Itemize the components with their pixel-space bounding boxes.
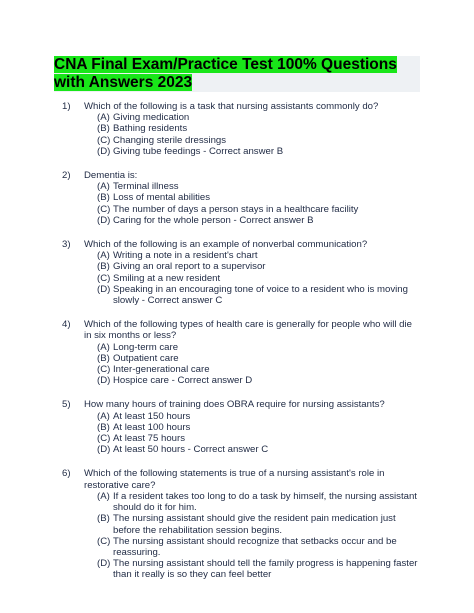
answer-option xyxy=(97,422,422,433)
question-item xyxy=(62,319,422,386)
option-letter: (D) xyxy=(97,214,111,226)
question-list xyxy=(62,101,422,594)
option-letter: (A) xyxy=(97,250,110,262)
question-item xyxy=(62,101,422,157)
option-text: At least 50 hours - Correct answer C xyxy=(113,444,269,456)
option-text: Smiling at a new resident xyxy=(113,272,221,284)
question-text: Which of the following statements is true of a nursing assistant's role in restorative care? xyxy=(84,468,385,491)
title-line-2 xyxy=(54,74,420,92)
answer-option xyxy=(97,513,422,535)
answer-option xyxy=(97,375,422,386)
answer-option xyxy=(97,491,422,513)
answer-option xyxy=(97,112,422,123)
answer-option xyxy=(97,342,422,353)
option-text: Outpatient care xyxy=(113,352,179,364)
document-title xyxy=(54,56,420,91)
answer-option xyxy=(97,250,422,261)
title-line-1-text: CNA Final Exam/Practice Test 100% Questions xyxy=(54,56,397,73)
option-text: Terminal illness xyxy=(113,181,179,193)
option-text: Writing a note in a resident's chart xyxy=(113,250,258,262)
answer-option xyxy=(97,146,422,157)
answer-option xyxy=(97,135,422,146)
answer-options xyxy=(97,411,422,456)
answer-option xyxy=(97,353,422,364)
question-item xyxy=(62,399,422,455)
option-letter: (D) xyxy=(97,283,111,295)
answer-options xyxy=(97,342,422,387)
question-number: 5) xyxy=(62,399,71,411)
option-letter: (A) xyxy=(97,181,110,193)
question-number: 4) xyxy=(62,319,71,331)
question-item xyxy=(62,468,422,580)
answer-option xyxy=(97,558,422,580)
option-letter: (B) xyxy=(97,513,110,525)
answer-option xyxy=(97,204,422,215)
option-text: Hospice care - Correct answer D xyxy=(113,375,253,387)
option-text: Bathing residents xyxy=(113,123,188,135)
answer-option xyxy=(97,536,422,558)
option-text: Giving tube feedings - Correct answer B xyxy=(113,145,284,157)
answer-options xyxy=(97,250,422,306)
option-letter: (A) xyxy=(97,490,110,502)
option-text: The nursing assistant should recognize that setbacks occur and be reassuring. xyxy=(113,535,397,558)
option-letter: (C) xyxy=(97,272,111,284)
question-number: 3) xyxy=(62,239,71,251)
option-text: The nursing assistant should give the resident pain medication just before the rehabilitation session begins. xyxy=(113,513,396,536)
title-line-1 xyxy=(54,56,420,74)
option-text: At least 100 hours xyxy=(113,421,191,433)
option-text: Long-term care xyxy=(113,341,179,353)
question-text: How many hours of training does OBRA require for nursing assistants? xyxy=(84,399,385,411)
option-letter: (C) xyxy=(97,203,111,215)
option-text: The nursing assistant should tell the family progress is happening faster than it really is so they can feel better xyxy=(113,558,418,581)
question-number: 2) xyxy=(62,170,71,182)
option-text: If a resident takes too long to do a task by himself, the nursing assistant should do it for him. xyxy=(113,490,417,514)
option-letter: (C) xyxy=(97,535,111,547)
option-letter: (B) xyxy=(97,123,110,135)
question-text: Dementia is: xyxy=(84,170,138,182)
answer-options xyxy=(97,491,422,581)
option-letter: (A) xyxy=(97,112,110,124)
option-letter: (C) xyxy=(97,134,111,146)
question-item xyxy=(62,170,422,226)
question-text: Which of the following is a task that nursing assistants commonly do? xyxy=(84,101,379,112)
answer-options xyxy=(97,181,422,226)
option-letter: (B) xyxy=(97,421,110,433)
question-text: Which of the following types of health care is generally for people who will die in six months or less? xyxy=(84,319,412,342)
question-number: 6) xyxy=(62,468,71,480)
option-letter: (B) xyxy=(97,192,110,204)
option-letter: (D) xyxy=(97,558,111,570)
option-text: Caring for the whole person - Correct answer B xyxy=(113,214,314,226)
answer-option xyxy=(97,261,422,272)
option-letter: (B) xyxy=(97,261,110,273)
answer-option xyxy=(97,284,422,306)
option-text: Inter-generational care xyxy=(113,364,210,376)
answer-option xyxy=(97,181,422,192)
option-text: Speaking in an encouraging tone of voice to a resident who is moving slowly - Correct answer C xyxy=(113,283,408,307)
question-item xyxy=(62,239,422,306)
answer-option xyxy=(97,273,422,284)
option-text: At least 75 hours xyxy=(113,433,185,445)
option-letter: (D) xyxy=(97,145,111,157)
answer-option xyxy=(97,411,422,422)
option-letter: (C) xyxy=(97,433,111,445)
answer-option xyxy=(97,192,422,203)
answer-options xyxy=(97,112,422,157)
option-text: At least 150 hours xyxy=(113,410,191,422)
option-text: Loss of mental abilities xyxy=(113,192,211,204)
option-letter: (A) xyxy=(97,341,110,353)
option-letter: (D) xyxy=(97,375,111,387)
answer-option xyxy=(97,364,422,375)
answer-option xyxy=(97,215,422,226)
option-letter: (D) xyxy=(97,444,111,456)
option-text: Giving an oral report to a supervisor xyxy=(113,261,266,273)
option-letter: (C) xyxy=(97,364,111,376)
option-text: Giving medication xyxy=(113,112,190,124)
question-text: Which of the following is an example of nonverbal communication? xyxy=(84,239,368,251)
option-letter: (B) xyxy=(97,352,110,364)
answer-option xyxy=(97,123,422,134)
option-letter: (A) xyxy=(97,410,110,422)
question-number: 1) xyxy=(62,101,71,112)
answer-option xyxy=(97,433,422,444)
option-text: Changing sterile dressings xyxy=(113,134,227,146)
option-text: The number of days a person stays in a healthcare facility xyxy=(113,203,359,215)
title-line-2-text: with Answers 2023 xyxy=(54,73,193,91)
answer-option xyxy=(97,444,422,455)
